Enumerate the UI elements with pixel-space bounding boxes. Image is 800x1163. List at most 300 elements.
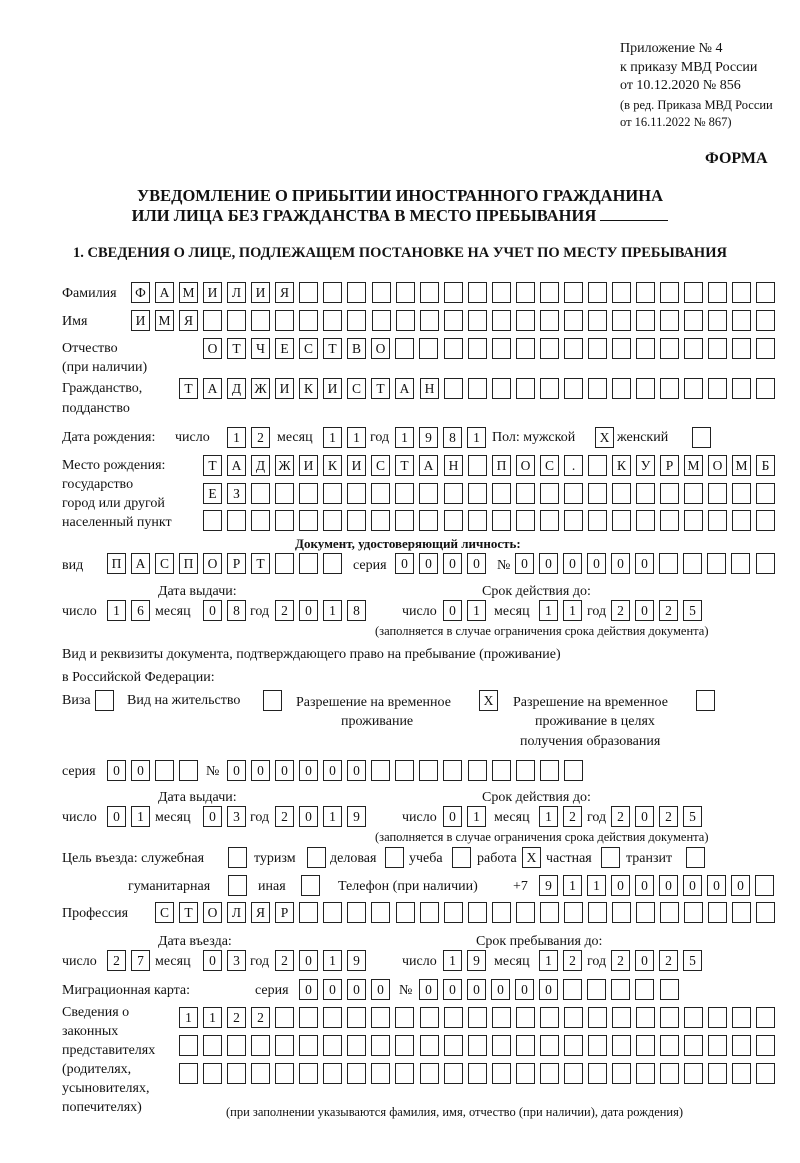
- char-box-dob-day[interactable]: 2: [251, 427, 270, 448]
- char-box-pob-2[interactable]: З: [227, 483, 246, 504]
- char-box-reps-3[interactable]: [203, 1063, 222, 1084]
- char-box-citizenship[interactable]: [540, 378, 559, 399]
- char-box-reps-3[interactable]: [251, 1063, 270, 1084]
- char-box-pob-3[interactable]: [756, 510, 775, 531]
- char-box-entry-year[interactable]: 1: [323, 950, 342, 971]
- char-box-patronymic[interactable]: [612, 338, 631, 359]
- char-box-pob-1[interactable]: У: [636, 455, 655, 476]
- char-box-pob-3[interactable]: [275, 510, 294, 531]
- char-box-doc-valid-year[interactable]: 2: [659, 600, 678, 621]
- char-box-reps-2[interactable]: [371, 1035, 390, 1056]
- char-box-patronymic[interactable]: О: [371, 338, 390, 359]
- char-box-reps-3[interactable]: [371, 1063, 390, 1084]
- char-box-pob-1[interactable]: А: [419, 455, 438, 476]
- char-box-reps-2[interactable]: [492, 1035, 511, 1056]
- char-box-patronymic[interactable]: [444, 338, 463, 359]
- checkbox-visa[interactable]: [95, 690, 114, 711]
- char-box-surname[interactable]: [444, 282, 463, 303]
- char-box-reps-2[interactable]: [468, 1035, 487, 1056]
- char-box-name[interactable]: [636, 310, 655, 331]
- char-box-entry-year[interactable]: 9: [347, 950, 366, 971]
- char-box-profession[interactable]: [564, 902, 583, 923]
- char-box-citizenship[interactable]: [636, 378, 655, 399]
- char-box-pob-3[interactable]: [684, 510, 703, 531]
- char-box-mc-number[interactable]: 0: [419, 979, 438, 1000]
- char-box-pob-1[interactable]: С: [371, 455, 390, 476]
- char-box-reps-2[interactable]: [299, 1035, 318, 1056]
- char-box-doc-issue-day[interactable]: 1: [107, 600, 126, 621]
- char-box-surname[interactable]: [516, 282, 535, 303]
- char-box-doc-issue-year[interactable]: 2: [275, 600, 294, 621]
- char-box-reps-1[interactable]: [444, 1007, 463, 1028]
- char-box-patronymic[interactable]: Е: [275, 338, 294, 359]
- char-box-pob-1[interactable]: О: [708, 455, 727, 476]
- char-box-name[interactable]: [468, 310, 487, 331]
- checkbox-humanitarian[interactable]: [228, 875, 247, 896]
- char-box-citizenship[interactable]: [612, 378, 631, 399]
- char-box-reps-2[interactable]: [564, 1035, 583, 1056]
- char-box-entry-day[interactable]: 7: [131, 950, 150, 971]
- char-box-reps-1[interactable]: [588, 1007, 607, 1028]
- char-box-reps-1[interactable]: [395, 1007, 414, 1028]
- char-box-pob-2[interactable]: [468, 483, 487, 504]
- char-box-patronymic[interactable]: [564, 338, 583, 359]
- char-box-profession[interactable]: [516, 902, 535, 923]
- char-box-pob-2[interactable]: [564, 483, 583, 504]
- char-box-profession[interactable]: Я: [251, 902, 270, 923]
- char-box-doc-kind[interactable]: [323, 553, 342, 574]
- char-box-doc-series[interactable]: 0: [443, 553, 462, 574]
- char-box-mc-number[interactable]: 0: [443, 979, 462, 1000]
- char-box-permit-issue-day[interactable]: 0: [107, 806, 126, 827]
- checkbox-other[interactable]: [301, 875, 320, 896]
- char-box-mc-number[interactable]: 0: [539, 979, 558, 1000]
- char-box-profession[interactable]: [396, 902, 415, 923]
- char-box-profession[interactable]: [492, 902, 511, 923]
- char-box-reps-3[interactable]: [588, 1063, 607, 1084]
- char-box-stay-month[interactable]: 1: [539, 950, 558, 971]
- char-box-surname[interactable]: [323, 282, 342, 303]
- char-box-permit-valid-day[interactable]: 1: [467, 806, 486, 827]
- char-box-mc-number[interactable]: 0: [515, 979, 534, 1000]
- char-box-dob-year[interactable]: 8: [443, 427, 462, 448]
- char-box-pob-2[interactable]: [492, 483, 511, 504]
- char-box-name[interactable]: [444, 310, 463, 331]
- char-box-pob-1[interactable]: К: [323, 455, 342, 476]
- char-box-doc-number[interactable]: 0: [611, 553, 630, 574]
- char-box-entry-month[interactable]: 3: [227, 950, 246, 971]
- char-box-mc-number[interactable]: [611, 979, 630, 1000]
- char-box-entry-month[interactable]: 0: [203, 950, 222, 971]
- char-box-surname[interactable]: М: [179, 282, 198, 303]
- char-box-pob-2[interactable]: [660, 483, 679, 504]
- char-box-surname[interactable]: [468, 282, 487, 303]
- char-box-citizenship[interactable]: [492, 378, 511, 399]
- char-box-pob-3[interactable]: [444, 510, 463, 531]
- char-box-mc-number[interactable]: [635, 979, 654, 1000]
- char-box-reps-2[interactable]: [516, 1035, 535, 1056]
- char-box-doc-kind[interactable]: [299, 553, 318, 574]
- char-box-dob-day[interactable]: 1: [227, 427, 246, 448]
- char-box-name[interactable]: [684, 310, 703, 331]
- char-box-mc-series[interactable]: 0: [347, 979, 366, 1000]
- char-box-doc-valid-day[interactable]: 0: [443, 600, 462, 621]
- char-box-entry-year[interactable]: 2: [275, 950, 294, 971]
- char-box-name[interactable]: [612, 310, 631, 331]
- char-box-pob-2[interactable]: [708, 483, 727, 504]
- char-box-permit-issue-year[interactable]: 2: [275, 806, 294, 827]
- char-box-surname[interactable]: [420, 282, 439, 303]
- char-box-phone[interactable]: [755, 875, 774, 896]
- char-box-stay-year[interactable]: 2: [611, 950, 630, 971]
- char-box-stay-day[interactable]: 1: [443, 950, 462, 971]
- char-box-name[interactable]: Я: [179, 310, 198, 331]
- char-box-profession[interactable]: [660, 902, 679, 923]
- char-box-reps-2[interactable]: [227, 1035, 246, 1056]
- char-box-name[interactable]: [564, 310, 583, 331]
- char-box-permit-number[interactable]: 0: [251, 760, 270, 781]
- char-box-reps-2[interactable]: [179, 1035, 198, 1056]
- char-box-doc-number[interactable]: [756, 553, 775, 574]
- char-box-reps-2[interactable]: [251, 1035, 270, 1056]
- char-box-surname[interactable]: [588, 282, 607, 303]
- char-box-patronymic[interactable]: О: [203, 338, 222, 359]
- char-box-citizenship[interactable]: [756, 378, 775, 399]
- char-box-dob-month[interactable]: 1: [323, 427, 342, 448]
- char-box-name[interactable]: [323, 310, 342, 331]
- char-box-patronymic[interactable]: [516, 338, 535, 359]
- char-box-doc-number[interactable]: 0: [515, 553, 534, 574]
- char-box-permit-number[interactable]: [540, 760, 559, 781]
- char-box-patronymic[interactable]: Ч: [251, 338, 270, 359]
- char-box-pob-3[interactable]: [371, 510, 390, 531]
- char-box-dob-year[interactable]: 1: [395, 427, 414, 448]
- char-box-permit-valid-year[interactable]: 5: [683, 806, 702, 827]
- char-box-permit-number[interactable]: [516, 760, 535, 781]
- checkbox-male[interactable]: X: [595, 427, 614, 448]
- char-box-doc-number[interactable]: [707, 553, 726, 574]
- char-box-pob-1[interactable]: Р: [660, 455, 679, 476]
- char-box-mc-number[interactable]: [660, 979, 679, 1000]
- char-box-permit-series[interactable]: 0: [131, 760, 150, 781]
- char-box-profession[interactable]: [299, 902, 318, 923]
- char-box-phone[interactable]: 0: [707, 875, 726, 896]
- char-box-reps-2[interactable]: [420, 1035, 439, 1056]
- checkbox-female[interactable]: [692, 427, 711, 448]
- char-box-pob-3[interactable]: [564, 510, 583, 531]
- char-box-permit-issue-year[interactable]: 1: [323, 806, 342, 827]
- char-box-doc-valid-year[interactable]: 0: [635, 600, 654, 621]
- char-box-doc-series[interactable]: 0: [467, 553, 486, 574]
- char-box-reps-3[interactable]: [323, 1063, 342, 1084]
- char-box-surname[interactable]: А: [155, 282, 174, 303]
- char-box-profession[interactable]: [588, 902, 607, 923]
- char-box-citizenship[interactable]: Т: [179, 378, 198, 399]
- char-box-permit-valid-year[interactable]: 2: [659, 806, 678, 827]
- char-box-pob-1[interactable]: Д: [251, 455, 270, 476]
- char-box-pob-1[interactable]: И: [347, 455, 366, 476]
- char-box-phone[interactable]: 1: [587, 875, 606, 896]
- char-box-doc-issue-year[interactable]: 8: [347, 600, 366, 621]
- char-box-reps-3[interactable]: [708, 1063, 727, 1084]
- char-box-permit-issue-year[interactable]: 9: [347, 806, 366, 827]
- char-box-stay-year[interactable]: 2: [659, 950, 678, 971]
- char-box-permit-valid-month[interactable]: 2: [563, 806, 582, 827]
- checkbox-business[interactable]: [385, 847, 404, 868]
- char-box-doc-number[interactable]: [731, 553, 750, 574]
- char-box-pob-1[interactable]: Ж: [275, 455, 294, 476]
- char-box-pob-1[interactable]: Т: [395, 455, 414, 476]
- char-box-reps-1[interactable]: [732, 1007, 751, 1028]
- char-box-pob-3[interactable]: [419, 510, 438, 531]
- char-box-reps-3[interactable]: [516, 1063, 535, 1084]
- char-box-name[interactable]: [299, 310, 318, 331]
- char-box-doc-number[interactable]: 0: [587, 553, 606, 574]
- char-box-pob-3[interactable]: [251, 510, 270, 531]
- char-box-reps-2[interactable]: [275, 1035, 294, 1056]
- char-box-permit-number[interactable]: [492, 760, 511, 781]
- char-box-patronymic[interactable]: [756, 338, 775, 359]
- char-box-doc-kind[interactable]: С: [155, 553, 174, 574]
- char-box-reps-3[interactable]: [492, 1063, 511, 1084]
- char-box-reps-3[interactable]: [347, 1063, 366, 1084]
- char-box-surname[interactable]: Л: [227, 282, 246, 303]
- char-box-permit-number[interactable]: 0: [227, 760, 246, 781]
- char-box-reps-1[interactable]: [612, 1007, 631, 1028]
- char-box-citizenship[interactable]: И: [275, 378, 294, 399]
- checkbox-work[interactable]: X: [522, 847, 541, 868]
- char-box-reps-1[interactable]: [468, 1007, 487, 1028]
- char-box-patronymic[interactable]: [492, 338, 511, 359]
- char-box-dob-year[interactable]: 9: [419, 427, 438, 448]
- char-box-doc-valid-month[interactable]: 1: [539, 600, 558, 621]
- char-box-pob-3[interactable]: [227, 510, 246, 531]
- char-box-permit-issue-month[interactable]: 3: [227, 806, 246, 827]
- char-box-reps-3[interactable]: [732, 1063, 751, 1084]
- char-box-phone[interactable]: 0: [611, 875, 630, 896]
- char-box-doc-kind[interactable]: Р: [227, 553, 246, 574]
- char-box-reps-1[interactable]: [275, 1007, 294, 1028]
- char-box-pob-2[interactable]: [444, 483, 463, 504]
- char-box-surname[interactable]: Я: [275, 282, 294, 303]
- char-box-pob-1[interactable]: М: [732, 455, 751, 476]
- char-box-profession[interactable]: Р: [275, 902, 294, 923]
- char-box-profession[interactable]: [347, 902, 366, 923]
- char-box-reps-3[interactable]: [564, 1063, 583, 1084]
- char-box-patronymic[interactable]: [732, 338, 751, 359]
- char-box-pob-3[interactable]: [516, 510, 535, 531]
- char-box-reps-3[interactable]: [275, 1063, 294, 1084]
- char-box-reps-3[interactable]: [612, 1063, 631, 1084]
- char-box-entry-day[interactable]: 2: [107, 950, 126, 971]
- char-box-phone[interactable]: 1: [563, 875, 582, 896]
- char-box-doc-number[interactable]: 0: [563, 553, 582, 574]
- char-box-citizenship[interactable]: [516, 378, 535, 399]
- char-box-pob-1[interactable]: С: [540, 455, 559, 476]
- char-box-name[interactable]: [203, 310, 222, 331]
- char-box-permit-series[interactable]: [155, 760, 174, 781]
- char-box-doc-issue-day[interactable]: 6: [131, 600, 150, 621]
- char-box-surname[interactable]: И: [203, 282, 222, 303]
- char-box-phone[interactable]: 9: [539, 875, 558, 896]
- char-box-doc-series[interactable]: 0: [395, 553, 414, 574]
- char-box-reps-2[interactable]: [612, 1035, 631, 1056]
- char-box-doc-issue-year[interactable]: 1: [323, 600, 342, 621]
- char-box-pob-2[interactable]: [636, 483, 655, 504]
- char-box-reps-2[interactable]: [540, 1035, 559, 1056]
- char-box-permit-valid-year[interactable]: 2: [611, 806, 630, 827]
- char-box-pob-1[interactable]: .: [564, 455, 583, 476]
- char-box-doc-kind[interactable]: П: [179, 553, 198, 574]
- char-box-doc-number[interactable]: 0: [635, 553, 654, 574]
- char-box-reps-2[interactable]: [395, 1035, 414, 1056]
- char-box-citizenship[interactable]: [588, 378, 607, 399]
- checkbox-transit[interactable]: [686, 847, 705, 868]
- char-box-profession[interactable]: [756, 902, 775, 923]
- char-box-pob-1[interactable]: К: [612, 455, 631, 476]
- char-box-reps-3[interactable]: [227, 1063, 246, 1084]
- char-box-reps-2[interactable]: [203, 1035, 222, 1056]
- char-box-reps-1[interactable]: [684, 1007, 703, 1028]
- char-box-surname[interactable]: [684, 282, 703, 303]
- char-box-patronymic[interactable]: [636, 338, 655, 359]
- char-box-surname[interactable]: И: [251, 282, 270, 303]
- char-box-pob-1[interactable]: [468, 455, 487, 476]
- char-box-reps-3[interactable]: [179, 1063, 198, 1084]
- char-box-surname[interactable]: [732, 282, 751, 303]
- char-box-name[interactable]: [420, 310, 439, 331]
- char-box-reps-2[interactable]: [347, 1035, 366, 1056]
- checkbox-study[interactable]: [452, 847, 471, 868]
- char-box-entry-year[interactable]: 0: [299, 950, 318, 971]
- char-box-patronymic[interactable]: [708, 338, 727, 359]
- char-box-pob-2[interactable]: [275, 483, 294, 504]
- char-box-permit-valid-day[interactable]: 0: [443, 806, 462, 827]
- char-box-reps-1[interactable]: 1: [203, 1007, 222, 1028]
- char-box-citizenship[interactable]: [444, 378, 463, 399]
- char-box-pob-2[interactable]: [299, 483, 318, 504]
- char-box-reps-1[interactable]: [540, 1007, 559, 1028]
- char-box-stay-day[interactable]: 9: [467, 950, 486, 971]
- char-box-pob-3[interactable]: [732, 510, 751, 531]
- char-box-reps-3[interactable]: [420, 1063, 439, 1084]
- char-box-pob-3[interactable]: [203, 510, 222, 531]
- char-box-surname[interactable]: [612, 282, 631, 303]
- char-box-reps-3[interactable]: [468, 1063, 487, 1084]
- char-box-pob-3[interactable]: [492, 510, 511, 531]
- char-box-doc-number[interactable]: [659, 553, 678, 574]
- char-box-citizenship[interactable]: [708, 378, 727, 399]
- char-box-permit-number[interactable]: 0: [323, 760, 342, 781]
- char-box-permit-issue-year[interactable]: 0: [299, 806, 318, 827]
- char-box-reps-3[interactable]: [299, 1063, 318, 1084]
- char-box-name[interactable]: [756, 310, 775, 331]
- char-box-permit-number[interactable]: [395, 760, 414, 781]
- char-box-surname[interactable]: [660, 282, 679, 303]
- char-box-reps-1[interactable]: [708, 1007, 727, 1028]
- char-box-doc-valid-year[interactable]: 2: [611, 600, 630, 621]
- char-box-surname[interactable]: [372, 282, 391, 303]
- char-box-doc-kind[interactable]: О: [203, 553, 222, 574]
- char-box-reps-2[interactable]: [636, 1035, 655, 1056]
- char-box-reps-2[interactable]: [732, 1035, 751, 1056]
- char-box-profession[interactable]: О: [203, 902, 222, 923]
- char-box-pob-3[interactable]: [708, 510, 727, 531]
- char-box-phone[interactable]: 0: [635, 875, 654, 896]
- char-box-permit-valid-year[interactable]: 0: [635, 806, 654, 827]
- char-box-dob-month[interactable]: 1: [347, 427, 366, 448]
- char-box-reps-1[interactable]: [347, 1007, 366, 1028]
- char-box-pob-1[interactable]: П: [492, 455, 511, 476]
- char-box-reps-1[interactable]: 2: [251, 1007, 270, 1028]
- char-box-patronymic[interactable]: [684, 338, 703, 359]
- char-box-reps-1[interactable]: [492, 1007, 511, 1028]
- char-box-name[interactable]: [227, 310, 246, 331]
- char-box-reps-3[interactable]: [636, 1063, 655, 1084]
- char-box-pob-3[interactable]: [636, 510, 655, 531]
- char-box-permit-number[interactable]: [371, 760, 390, 781]
- char-box-pob-2[interactable]: [684, 483, 703, 504]
- char-box-pob-2[interactable]: [251, 483, 270, 504]
- char-box-patronymic[interactable]: [660, 338, 679, 359]
- char-box-pob-3[interactable]: [299, 510, 318, 531]
- char-box-reps-3[interactable]: [684, 1063, 703, 1084]
- char-box-dob-year[interactable]: 1: [467, 427, 486, 448]
- char-box-profession[interactable]: [732, 902, 751, 923]
- checkbox-residence[interactable]: [263, 690, 282, 711]
- char-box-name[interactable]: [492, 310, 511, 331]
- char-box-profession[interactable]: [468, 902, 487, 923]
- char-box-doc-number[interactable]: [683, 553, 702, 574]
- char-box-reps-2[interactable]: [323, 1035, 342, 1056]
- char-box-reps-3[interactable]: [395, 1063, 414, 1084]
- char-box-reps-2[interactable]: [588, 1035, 607, 1056]
- char-box-mc-number[interactable]: [587, 979, 606, 1000]
- char-box-reps-1[interactable]: [564, 1007, 583, 1028]
- char-box-stay-year[interactable]: 0: [635, 950, 654, 971]
- char-box-pob-1[interactable]: Б: [756, 455, 775, 476]
- char-box-reps-2[interactable]: [444, 1035, 463, 1056]
- checkbox-temp-edu[interactable]: [696, 690, 715, 711]
- char-box-patronymic[interactable]: [540, 338, 559, 359]
- char-box-name[interactable]: [660, 310, 679, 331]
- char-box-reps-2[interactable]: [684, 1035, 703, 1056]
- char-box-permit-number[interactable]: 0: [347, 760, 366, 781]
- char-box-reps-3[interactable]: [540, 1063, 559, 1084]
- char-box-pob-1[interactable]: А: [227, 455, 246, 476]
- char-box-name[interactable]: [372, 310, 391, 331]
- char-box-pob-2[interactable]: [756, 483, 775, 504]
- char-box-patronymic[interactable]: Т: [323, 338, 342, 359]
- char-box-citizenship[interactable]: [660, 378, 679, 399]
- char-box-pob-2[interactable]: [732, 483, 751, 504]
- char-box-name[interactable]: [396, 310, 415, 331]
- char-box-patronymic[interactable]: С: [299, 338, 318, 359]
- char-box-reps-3[interactable]: [660, 1063, 679, 1084]
- char-box-pob-2[interactable]: [419, 483, 438, 504]
- char-box-surname[interactable]: [540, 282, 559, 303]
- char-box-surname[interactable]: Ф: [131, 282, 150, 303]
- char-box-citizenship[interactable]: Н: [420, 378, 439, 399]
- char-box-pob-1[interactable]: М: [684, 455, 703, 476]
- char-box-name[interactable]: И: [131, 310, 150, 331]
- char-box-permit-number[interactable]: 0: [299, 760, 318, 781]
- char-box-pob-3[interactable]: [323, 510, 342, 531]
- char-box-pob-2[interactable]: [347, 483, 366, 504]
- char-box-permit-number[interactable]: [564, 760, 583, 781]
- char-box-name[interactable]: [251, 310, 270, 331]
- char-box-permit-series[interactable]: 0: [107, 760, 126, 781]
